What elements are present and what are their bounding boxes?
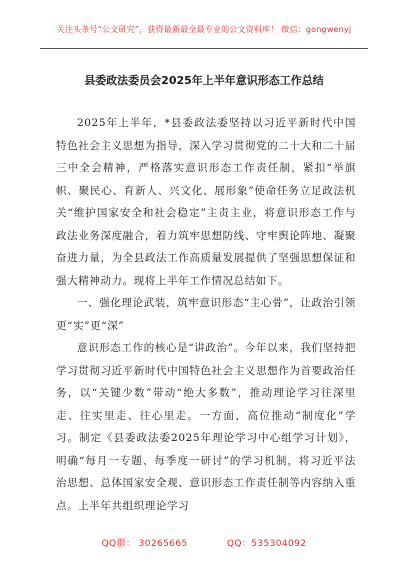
- footer-qq: QQ：535304092: [226, 539, 307, 549]
- footer-qq-group: QQ群： 30265665: [101, 539, 188, 549]
- header-promo-note: 关注头条号“公文研究”，获得最新最全最专业的公文资料库！ 微信：gongwenyj: [56, 25, 352, 34]
- section-paragraph-1: 意识形态工作的核心是“讲政治”。今年以来，我们坚持把学习贯彻习近平新时代中国特色社会主义思想作为首要政治任务，以“关键少数”带动“绝大多数”，推动理论学习往深里走、往实里走、往心里走。一方面，高位推动“制度化”学习。制定《县委政法委2025年理论学习中心组学习计划》，明确“每月一专题、每季度一研讨”的学习机制，将习近平法治思想、总体国家安全观、意识形态工作责任制等内容纳入重点。上半年共组织理论学习: [56, 342, 356, 512]
- document-body: [56, 112, 356, 517]
- section-heading-1: 一、强化理论武装，筑牢意识形态“主心骨”，让政治引领更“实”更“深”: [56, 297, 356, 332]
- header-divider: [40, 48, 368, 49]
- intro-paragraph: 2025年上半年，*县委政法委坚持以习近平新时代中国特色社会主义思想为指导，深入学习贯彻党的二十大和二十届三中全会精神，严格落实意识形态工作责任制，紧扣“举旗帜、聚民心、育新人、兴文化、展形象”使命任务立足政法机关“维护国家安全和社会稳定”主责主业，将意识形态工作与政法业务深度融合，着力筑牢思想防线、守牢舆论阵地、凝聚奋进力量，为全县政法工作高质量发展提供了坚强思想保证和强大精神动力。现将上半年工作情况总结如下。: [56, 117, 356, 287]
- footer-contact: [0, 536, 408, 549]
- document-title: 县委政法委员会2025年上半年意识形态工作总结: [84, 74, 324, 87]
